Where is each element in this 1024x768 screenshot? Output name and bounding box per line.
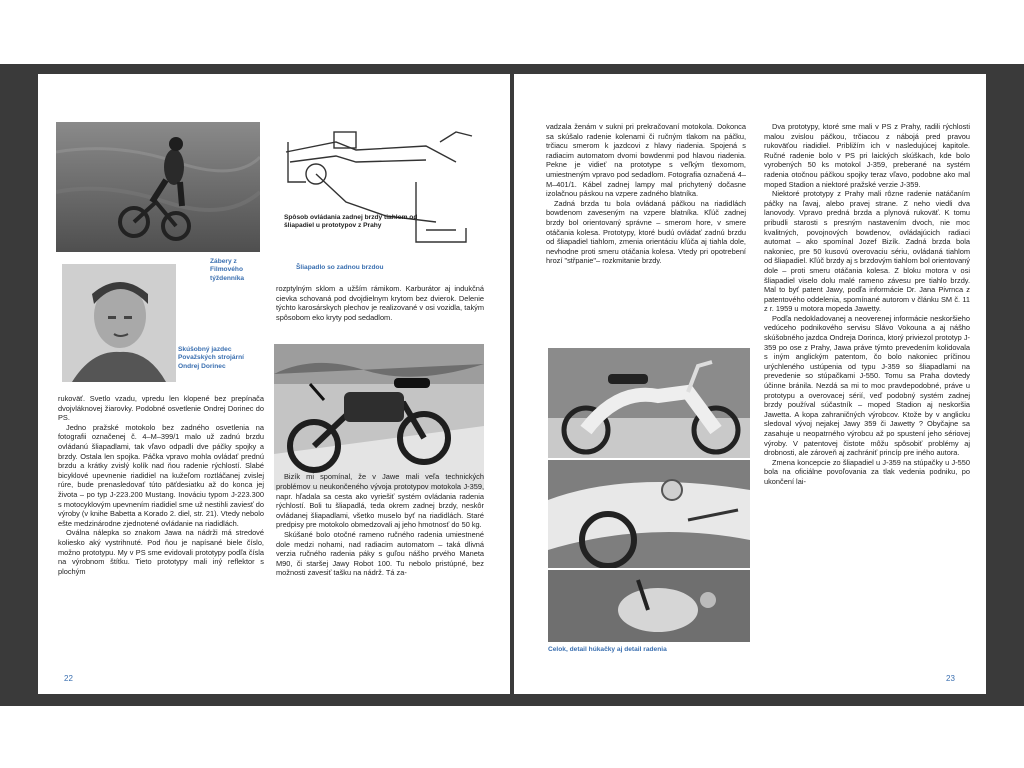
paragraph: Dva prototypy, ktoré sme mali v PS z Prahy, radili rýchlosti malou zvislou páčkou, trčiacou z nábojá pred pravou rukoväťou riadidiel. Približím ich v nasledujúcej kapitole. Ručné radenie bolo v PS pri laických skúškach, kde bolo vyrobených 50 ks motokol J-359, preberané na systém radenia otočnou páčkou spojky teraz vľavo, podobne ako mal moped Stadion a niektoré pražské verzie J-359. <box>764 122 970 189</box>
left-text-column-2 <box>276 284 484 578</box>
shift-detail-photo <box>548 570 750 642</box>
paragraph: Niektoré prototypy z Prahy mali rôzne radenie natáčaním páčky na ľavaj, alebo pravej strane. Z neho viedli dva lanovody. Vpravo predná brzda a plynová rukoväť. K tomu pribudli starosti s presným nastavením dvoch, nie moc kvalitných, povojnových bowdenov, ovládajúcich radiaci automat – ako spomínal Jozef Bizík. Zadná brzda bola nakoniec, pre 50 kusovú overovaciu sériu, ovládaná tiahlom od šliapadiel. Kľúč brzdy aj s brzdovým tiahlom bol orientovaný dole – proti smeru otáčania kolesa. Z bloku motora v osi šliapadiel viselo dolu malé rameno závesu pre tiahlo brzdy. Mal to byť patent Jawy, podľa informácie Dr. Jana Pivrnca z patentového oddelenia, spomínané autorom v článku SM č. 11 z r. 1959 u motora mopeda Jawetty. <box>764 189 970 314</box>
caption-diagram: Šliapadlo so zadnou brzdou <box>296 264 384 271</box>
diagram-label: Spôsob ovládania zadnej brzdy tiahlom od šliapadiel u prototypov z Prahy <box>284 214 418 230</box>
photo-spacer <box>276 322 484 472</box>
top-margin <box>0 0 1024 64</box>
scooter-photo-whole <box>548 348 750 458</box>
paragraph: Zadná brzda tu bola ovládaná páčkou na riadidlách bowdenom zaveseným na vzpere blatníka. Kľúč zadnej brzdy bol orientovaný správne – smerom hore, v smere otáčania kolesa. Prototypy, ktoré budú ovládať zadnú brzdu od šliapadiel tiahlom, zmenia orientáciu kľúča aj tiahla dole, nevhodne proti smeru otáčania kolesa. Vtedy pri opotrebení hrozí "střpanie"– rozkmitanie brzdy. <box>546 198 746 266</box>
paragraph: rukoväť. Svetlo vzadu, vpredu len klopené bez prepínača dvojvláknovej žiarovky. Podobné osvetlenie Ondrej Dorinec do PS. <box>58 394 264 423</box>
left-page <box>38 74 510 694</box>
paragraph: Zmena koncepcie zo šliapadiel u J-359 na stúpačky u J-550 bola na oficiálne povoľovania za tlak vedenia podniku, po ukončení lai- <box>764 457 970 486</box>
caption-portrait: Skúšobný jazdec Považských strojární Ondrej Dorinec <box>178 346 244 370</box>
film-still-photo <box>56 122 260 252</box>
paragraph: Bizík mi spomínal, že v Jawe mali veľa technických problémov u neukončeného vývoja prototypov motokola J-359, napr. hľadala sa cesta ako vyriešiť systém ovládania radenia rýchlostí. Boli tu šliapadlá, teda okrem zadnej brzdy, neskôr ovládanej šliapadlami, všetko muselo byť na riadidlách. Staré predpisy pre motokolo obmedzovali aj jeho hmotnosť do 50 kg. <box>276 472 484 530</box>
caption-photos: Celok, detail húkačky aj detail radenia <box>548 646 667 653</box>
horn-detail-photo <box>548 460 750 568</box>
portrait-photo <box>62 264 176 382</box>
paragraph: Oválna nálepka so znakom Jawa na nádrži má stredové koliesko aký vystrihnuté. Pod ňou je napísané biele číslo, možno prototypu. My v PS sme evidovali prototypy podľa čísla na výrobnom štítku. Tieto prototypy mali iný reflektor s plochým <box>58 528 264 576</box>
page-number: 22 <box>64 674 73 683</box>
document-viewer[interactable] <box>0 64 1024 706</box>
page-number: 23 <box>946 674 955 683</box>
paragraph: rozptylným sklom a užším rámikom. Karburátor aj indukčná cievka schovaná pod dvojdielnym krytom bez dvierok. Delenie týchto karosárskych plechov je realizované v osi vozidla, takým spôsobom eko kryty pod sedadlom. <box>276 284 484 322</box>
paragraph: Skúšané bolo otočné rameno ručného radenia umiestnené dole medzi nohami, nad radiacim automatom – taká dlivná verzia ručného radenia páky s guľou nášho prvého Maneta M90, či staršej Jawy Robot 100. Tu nebolo pristúpné, bez možnosti zavesiť tašku na nádrž. Tá za- <box>276 529 484 578</box>
paragraph: Podľa nedokladovanej a neoverenej informácie neskoršieho vedúceho podnikového servisu Slávo Vokouna a aj nášho skúšobného jazdca Ondreja Dorinca, ktorý priviezol prototyp J-359 po ose z Prahy, Jawa práve týmto prevedením kolidovala s iným anglickým patentom, čo bolo nakoniec príčinou urýchleného ustúpenia od typu J-359 so šliapadlami na prevedenie so stúpačkami J-550. Tomu sa Praha dovtedy účinne bránila. Nezdá sa mi to moc pravdepodobné, práve u prototypu a overovacej sérií, veď podobný systém zadnej brzdy používal súčastník – moped Stadion aj neskoršia Jawetta. A kopa zahraničných výrobcov. Ktože by v anglicku sledoval vývoj nejakej Jawy 359 či Jawetty ? Obyčajne sa zasahuje u neopatrného výrobcu až po spustení jeho sériovej výroby. V patentovej čistote môžu spôsobiť problémy aj drobnosti, ale zároveň aj zachrániť princíp pre iného autora. <box>764 313 970 458</box>
caption-film: Zábery z Filmového týždenníka <box>210 258 245 282</box>
paragraph: vadzala ženám v sukni pri prekračovaní motokola. Dokonca sa skúšalo radenie kolenami či ručným tlakom na páčku, trčiacu smerom k jazdcovi z hlavy riadenia. Spojená s radiacim automatom dvomi bowdenmi pod hlavou riadenia. Pekne je vidieť na prototype s veľkým tlexomom, umiestneným vpravo pod sedadlom. Fotografia označená 4–M–401/1. Kábel zadnej lampy mal prichytený dočasne izolačnou páskou na vzpere zadného blatníka. <box>546 122 746 199</box>
brake-diagram <box>276 122 486 262</box>
right-text-column-1 <box>546 122 746 266</box>
paragraph: Jedno pražské motokolo bez zadného osvetlenia na fotografii označenej č. 4–M–399/1 malo už zadnú brzdu ovládanú šliapadlami, tak vľavo odpadli dve páčky spojky a brzdy. Ostala len spojka. Páčka vpravo mohla ovládať prednú brzdu a krátky zvislý kolík nad ňou radenie rýchlostí. Slabé bicyklové upevnenie riadidiel na kužeľom roztláčanej zvislej rúre, bude prenasledovať túto päťdesiatku až do konca jej života – po typ J-223.200 Mustang. Inováciu typom J-223.300 s motocyklovým upevnením riadidiel sme už nestihli zaviesť do výroby (v knihe Babetta a Korado 2. diel, str. 21). Vtedy nebolo ešte medzinárodne zjednotené ovládanie na riadidlách. <box>58 422 264 528</box>
bottom-margin <box>0 706 1024 768</box>
right-page <box>514 74 986 694</box>
left-text-column-1 <box>58 394 264 576</box>
right-text-column-2 <box>764 122 970 487</box>
